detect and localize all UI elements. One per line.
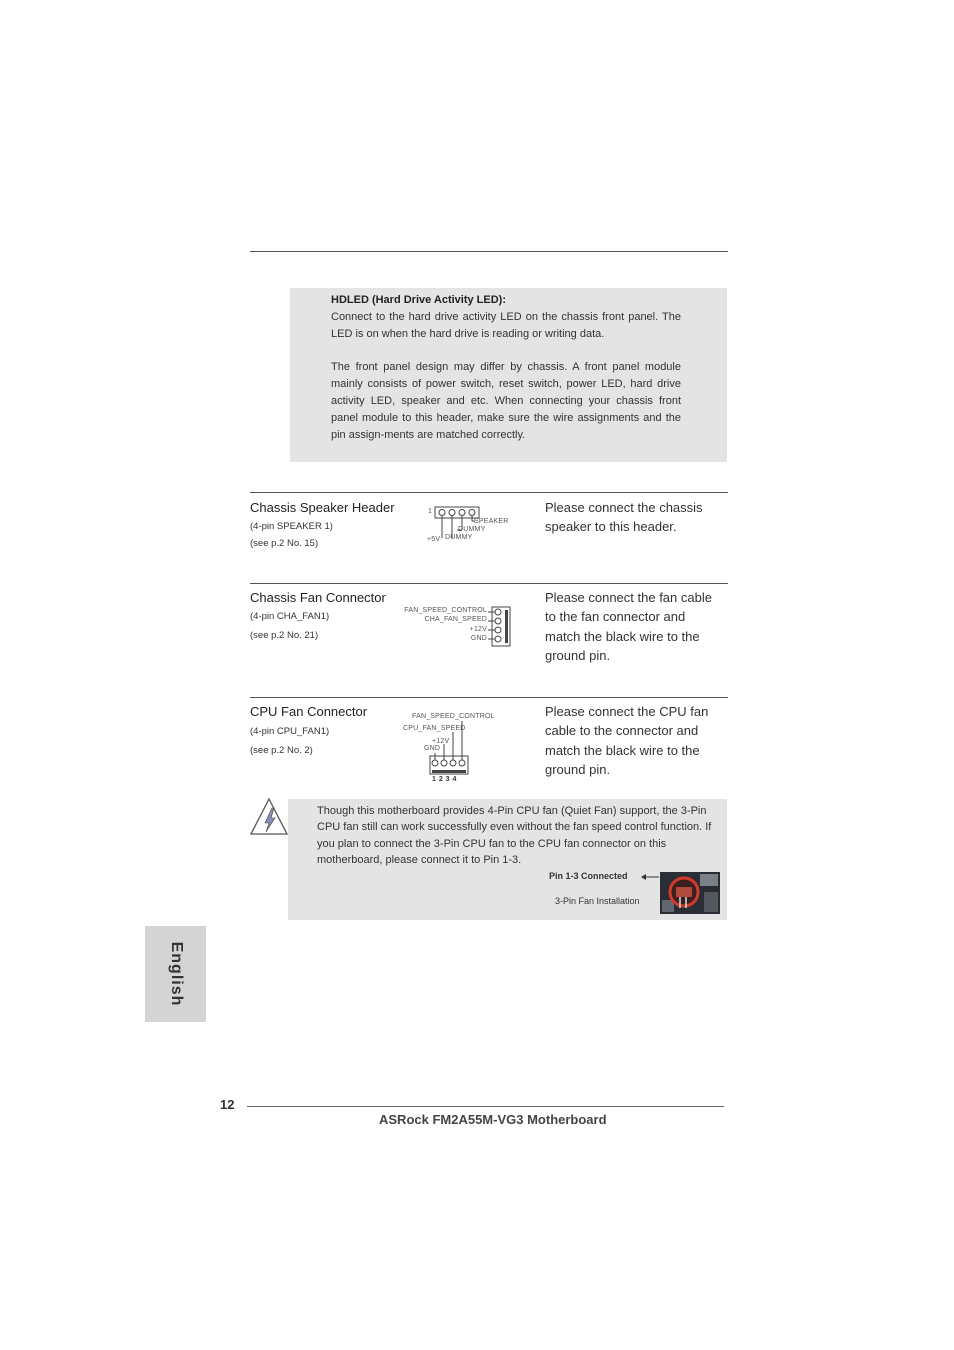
cpufan-diagram [400, 710, 495, 786]
cpufan-label-speed: CPU_FAN_SPEED [403, 725, 466, 732]
speaker-rule [250, 492, 728, 493]
cpufan-sub2: (see p.2 No. 2) [250, 745, 313, 756]
cpufan-desc: Please connect the CPU fan cable to the connector and match the black wire to the ground pin. [545, 704, 709, 777]
footer-title: ASRock FM2A55M-VG3 Motherboard [379, 1112, 607, 1127]
hdled-note: The front panel design may differ by chassis. A front panel module mainly consists of power switch, reset switch, power LED, hard drive activity LED, speaker and etc. When connecting your chassis front panel module to this header, make sure the wire assignments and the pin assign-ments are matched correctly. [331, 361, 681, 441]
language-tab-label: English [167, 941, 185, 1007]
fan-installation-photo [660, 872, 720, 914]
speaker-sub2: (see p.2 No. 15) [250, 538, 319, 549]
speaker-label-dummy1: DUMMY [458, 526, 486, 533]
warning-icon [248, 796, 290, 838]
chafan-label-fsc: FAN_SPEED_CONTROL [404, 607, 487, 614]
speaker-sub1: (4-pin SPEAKER 1) [250, 521, 333, 532]
speaker-pin1: 1 [428, 508, 433, 515]
chafan-title: Chassis Fan Connector [250, 590, 386, 605]
speaker-diagram [425, 503, 515, 547]
warning-caption: 3-Pin Fan Installation [555, 896, 640, 906]
footer-rule [247, 1106, 724, 1107]
top-rule [250, 251, 728, 252]
hdled-text: Connect to the hard drive activity LED on the chassis front panel. The LED is on when the hard drive is reading or writing data. [331, 311, 681, 340]
cpufan-sub1: (4-pin CPU_FAN1) [250, 726, 330, 737]
chafan-rule [250, 583, 728, 584]
hdled-title: HDLED (Hard Drive Activity LED): [331, 294, 507, 306]
page-number: 12 [220, 1097, 235, 1112]
speaker-desc: Please connect the chassis speaker to this header. [545, 500, 703, 535]
cpufan-connector-icon [400, 710, 495, 786]
chafan-sub2: (see p.2 No. 21) [250, 630, 319, 641]
cpufan-label-gnd: GND [424, 745, 441, 752]
speaker-label-5v: +5V [427, 536, 441, 543]
cpufan-title: CPU Fan Connector [250, 704, 368, 719]
speaker-label-speaker: SPEAKER [474, 518, 509, 525]
language-tab [145, 926, 206, 1022]
chafan-label-12v: +12V [469, 626, 487, 633]
cpufan-pin-numbers: 1 2 3 4 [432, 776, 457, 783]
cpufan-label-12v: +12V [432, 738, 450, 745]
cpufan-rule [250, 697, 728, 698]
arrow-left-icon [640, 872, 660, 882]
speaker-label-dummy2: DUMMY [445, 534, 473, 541]
warning-text: Though this motherboard provides 4-Pin CPU fan (Quiet Fan) support, the 3-Pin CPU fan still can work successfully even without the fan speed control function. If you plan to connect the 3-Pin CPU fan to the CPU fan connector on this motherboard, please connect it to Pin 1-3. [317, 805, 712, 866]
chafan-label-gnd: GND [470, 635, 487, 642]
speaker-title: Chassis Speaker Header [250, 500, 395, 515]
warning-pin-label: Pin 1-3 Connected [549, 871, 628, 881]
chafan-sub1: (4-pin CHA_FAN1) [250, 611, 330, 622]
chafan-diagram [400, 604, 515, 648]
chafan-label-speed: CHA_FAN_SPEED [424, 616, 487, 623]
cpufan-label-fsc: FAN_SPEED_CONTROL [412, 713, 495, 720]
chafan-desc: Please connect the fan cable to the fan connector and match the black wire to the ground pin. [545, 590, 712, 663]
hdled-block [331, 292, 681, 444]
